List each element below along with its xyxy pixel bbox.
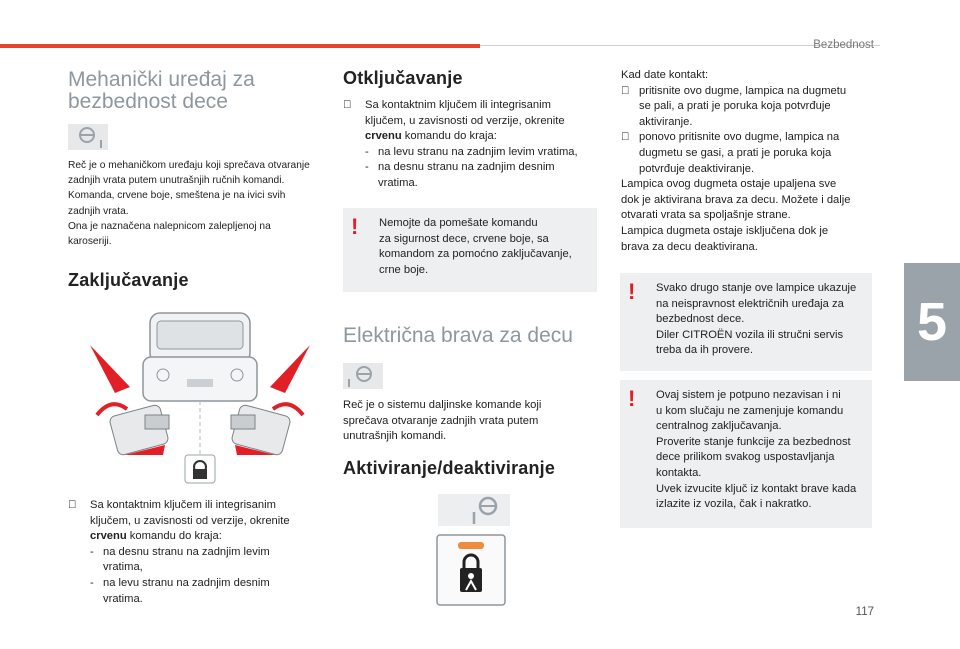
dash-line: na desnu stranu na zadnjim desnim (378, 161, 555, 174)
page-number: 117 (855, 606, 874, 618)
lock-heading: Zaključavanje (68, 270, 189, 290)
warning-line: kontakta. (656, 466, 702, 479)
dash-line: vratima, (103, 561, 143, 574)
steering-wheel-icon (438, 494, 510, 526)
bullet-line: komandu do kraja: (404, 130, 497, 143)
warning-line: Uvek izvucite ključ iz kontakt brave kada (656, 482, 857, 495)
dash-line: na levu stranu na zadnjim levim vratima, (378, 145, 578, 158)
bullet-line: potvrđuje deaktiviranje. (639, 162, 755, 175)
bullet-icon (68, 498, 90, 545)
intro-line: zadnjih vrata putem unutrašnjih ručnih komandi. (68, 175, 285, 187)
intro-line: Ona je naznačena nalepnicom zalepljenoj na (68, 220, 271, 232)
bullet-line: ključem, u zavisnosti od verzije, okrenite (365, 114, 565, 127)
warning-line: Svako drugo stanje ove lampice ukazuje (656, 282, 857, 294)
warning-line: crne boje. (379, 263, 429, 276)
intro-line: Reč je o mehaničkom uređaju koji sprečava otvaranje (68, 160, 310, 171)
warning-line: dece prilikom svakog uspostavljanja (656, 451, 835, 464)
warning-line: treba da ih provere. (656, 344, 754, 357)
bullet-item (343, 98, 605, 145)
dash-mark: - (90, 576, 94, 589)
col1-instructions (68, 498, 330, 607)
header-accent-bar (0, 44, 480, 48)
bullet-item (621, 84, 881, 131)
intro-line: zadnjih vrata. (68, 205, 129, 217)
dash-item (68, 545, 330, 576)
paragraph-line: dok je aktivirana brava za decu. Možete i dalje (621, 193, 851, 206)
door-lock-illustration (85, 305, 315, 485)
bullet-icon (621, 84, 639, 131)
warning-box (620, 273, 872, 371)
bullet-line: ponovo pritisnite ovo dugme, lampica na (639, 131, 840, 144)
title-line-1: Mehanički uređaj za (68, 68, 255, 91)
bullet-line: dugmetu se gasi, a prati je poruka koja (639, 146, 832, 159)
bullet-line: se pali, a prati je poruka koja potvrđuje (639, 100, 831, 113)
title-line-2: bezbednost dece (68, 90, 228, 113)
warning-box (343, 208, 597, 292)
paragraph-line: otvarati vrata sa spoljašnje strane. (621, 209, 791, 222)
electric-intro (343, 398, 605, 445)
dash-item (343, 145, 605, 161)
bullet-icon (343, 98, 365, 145)
dash-mark: - (365, 161, 369, 174)
chapter-tab (904, 263, 960, 381)
bullet-item (68, 498, 330, 545)
child-lock-button-icon (436, 534, 506, 606)
dash-line: na levu stranu na zadnjim desnim (103, 576, 270, 589)
intro-line: Reč je o sistemu daljinske komande koji (343, 399, 542, 411)
warning-line: Nemojte da pomešate komandu (379, 217, 538, 229)
dash-line: vratima. (378, 176, 418, 189)
activate-heading: Aktiviranje/deaktiviranje (343, 458, 556, 478)
warning-line: izlazite iz vozila, čak i nakratko. (656, 498, 812, 511)
col2-instructions (343, 98, 605, 192)
dash-mark: - (365, 145, 369, 158)
bullet-keyword: crvenu (365, 130, 402, 143)
dash-mark: - (90, 545, 94, 558)
bullet-line: aktiviranje. (639, 115, 693, 128)
warning-line: centralnog zaključavanja. (656, 420, 782, 433)
bullet-line: komandu do kraja: (129, 530, 222, 543)
contact-intro: Kad date kontakt: (621, 69, 709, 81)
bullet-line: pritisnite ovo dugme, lampica na dugmetu (639, 84, 847, 97)
intro-line: sprečava otvaranje zadnjih vrata putem (343, 414, 539, 427)
intro-line: unutrašnjih komandi. (343, 430, 447, 443)
dash-item (68, 576, 330, 607)
warning-line: komandom za pomoćno zaključavanje, (379, 248, 572, 261)
paragraph-line: Lampica ovog dugmeta ostaje upaljena sve (621, 178, 837, 191)
col1-title (68, 69, 328, 113)
col1-intro (68, 158, 330, 249)
warning-icon: ! (628, 386, 636, 411)
col3-text (621, 68, 881, 255)
bullet-icon (621, 130, 639, 177)
bullet-keyword: crvenu (90, 530, 127, 543)
warning-line: u kom slučaju ne zamenjuje komandu (656, 404, 844, 417)
intro-line: karoseriji. (68, 236, 112, 248)
dash-line: vratima. (103, 592, 143, 605)
warning-box (620, 380, 872, 528)
bullet-line: Sa kontaktnim ključem ili integrisanim (365, 99, 551, 111)
unlock-heading: Otključavanje (343, 68, 463, 88)
bullet-line: Sa kontaktnim ključem ili integrisanim (90, 499, 276, 511)
paragraph-line: brava za decu deaktivirana. (621, 240, 758, 253)
chapter-number: 5 (916, 292, 948, 352)
steering-wheel-icon (343, 363, 383, 389)
steering-wheel-icon (68, 124, 108, 150)
warning-line: Ovaj sistem je potpuno nezavisan i ni (656, 389, 841, 401)
warning-line: za sigurnost dece, crvene boje, sa (379, 232, 549, 245)
electric-title: Električna brava za decu (343, 324, 573, 347)
paragraph-line: Lampica dugmeta ostaje isključena dok je (621, 224, 829, 237)
warning-line: Diler CITROËN vozila ili stručni servis (656, 328, 844, 341)
bullet-item (621, 130, 881, 177)
warning-line: na neispravnost električnih uređaja za (656, 297, 844, 310)
dash-line: na desnu stranu na zadnjim levim (103, 545, 270, 558)
intro-line: Komanda, crvene boje, smeštena je na ivici svih (68, 190, 286, 202)
warning-line: Proverite stanje funkcije za bezbednost (656, 435, 851, 448)
warning-icon: ! (628, 279, 636, 304)
warning-icon: ! (351, 214, 359, 239)
warning-line: bezbednost dece. (656, 313, 745, 326)
dash-item (343, 160, 605, 191)
bullet-line: ključem, u zavisnosti od verzije, okrenite (90, 514, 290, 527)
section-label: Bezbednost (813, 39, 874, 51)
